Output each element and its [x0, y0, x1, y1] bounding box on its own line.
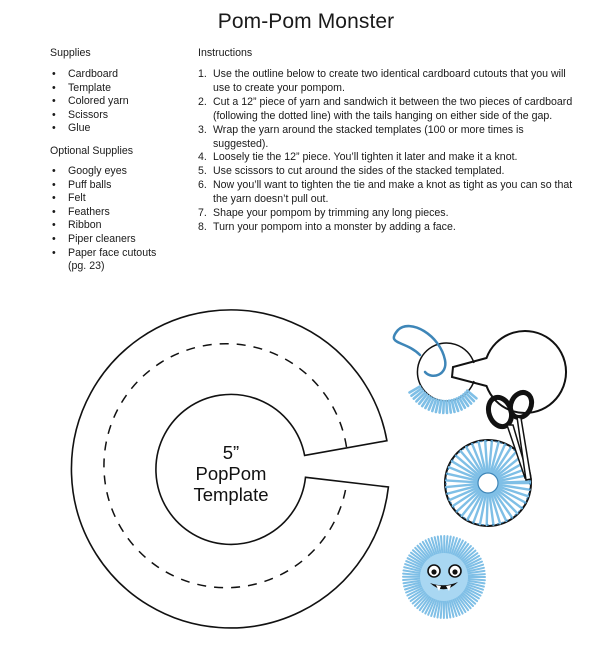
optional-supplies-heading: Optional Supplies — [50, 144, 134, 157]
supply-item: • Glue — [50, 122, 190, 136]
optional-supply-item: • Felt — [50, 192, 190, 206]
optional-supply-item: • Ribbon — [50, 219, 190, 233]
yarn-strand — [449, 401, 451, 413]
step-number: 4. — [198, 151, 207, 164]
supply-item: • Colored yarn — [50, 95, 190, 109]
template-size-label: 5” — [222, 442, 240, 463]
yarn-strand — [443, 401, 444, 413]
step-number: 8. — [198, 220, 207, 233]
step-text: Loosely tie the 12” piece. You’ll tighten it later and make it a knot. — [213, 151, 518, 164]
step-text: Wrap the yarn around the stacked templates (100 or more times is suggested). — [213, 123, 524, 150]
step-number: 1. — [198, 68, 207, 80]
step-number: 5. — [198, 165, 207, 178]
supply-item: • Scissors — [50, 109, 190, 123]
yarn-strand — [487, 494, 488, 525]
template-name-label: PopPom — [195, 463, 267, 484]
step-number: 6. — [198, 179, 207, 192]
optional-supply-item: • Paper face cutouts (pg. 23) — [50, 247, 168, 274]
step-text: Use scissors to cut around the sides of the stacked templated. — [213, 165, 505, 178]
step-text: Cut a 12” piece of yarn and sandwich it between the two pieces of cardboard (following the dotted line) with the tails hanging on either side of the gap. — [213, 95, 573, 122]
optional-supply-item: • Feathers — [50, 206, 190, 220]
step-number: 7. — [198, 207, 207, 220]
step-number: 2. — [198, 95, 207, 108]
optional-supply-item: • Puff balls — [50, 179, 190, 193]
pompom-wrapping-icon — [394, 326, 566, 413]
step-text: Turn your pompom into a monster by adding a face. — [213, 220, 456, 233]
template-type-label: Template — [193, 484, 269, 505]
instructions-heading: Instructions — [198, 47, 253, 59]
yarn-strand — [446, 401, 447, 413]
step-text: Now you’ll want to tighten the tie and make a knot as tight as you can so that the yarn doesn’t pull out. — [213, 179, 573, 206]
step-text: Shape your pompom by trimming any long pieces. — [213, 207, 449, 220]
page-title: Pom-Pom Monster — [217, 10, 395, 33]
optional-supply-item: • Piper cleaners — [50, 233, 190, 247]
supply-item: • Template — [50, 82, 190, 96]
yarn-strand — [440, 401, 442, 413]
step-text: Use the outline below to create two identical cardboard cutouts that you will use to create your pompom. — [213, 68, 566, 94]
step-number: 3. — [198, 123, 207, 136]
optional-supply-item: • Googly eyes — [50, 165, 190, 179]
supply-item: • Cardboard — [50, 68, 190, 82]
supplies-heading: Supplies — [50, 47, 91, 59]
yarn-strand — [499, 482, 530, 483]
pompom-monster-icon — [403, 536, 485, 618]
template-label — [193, 442, 268, 505]
